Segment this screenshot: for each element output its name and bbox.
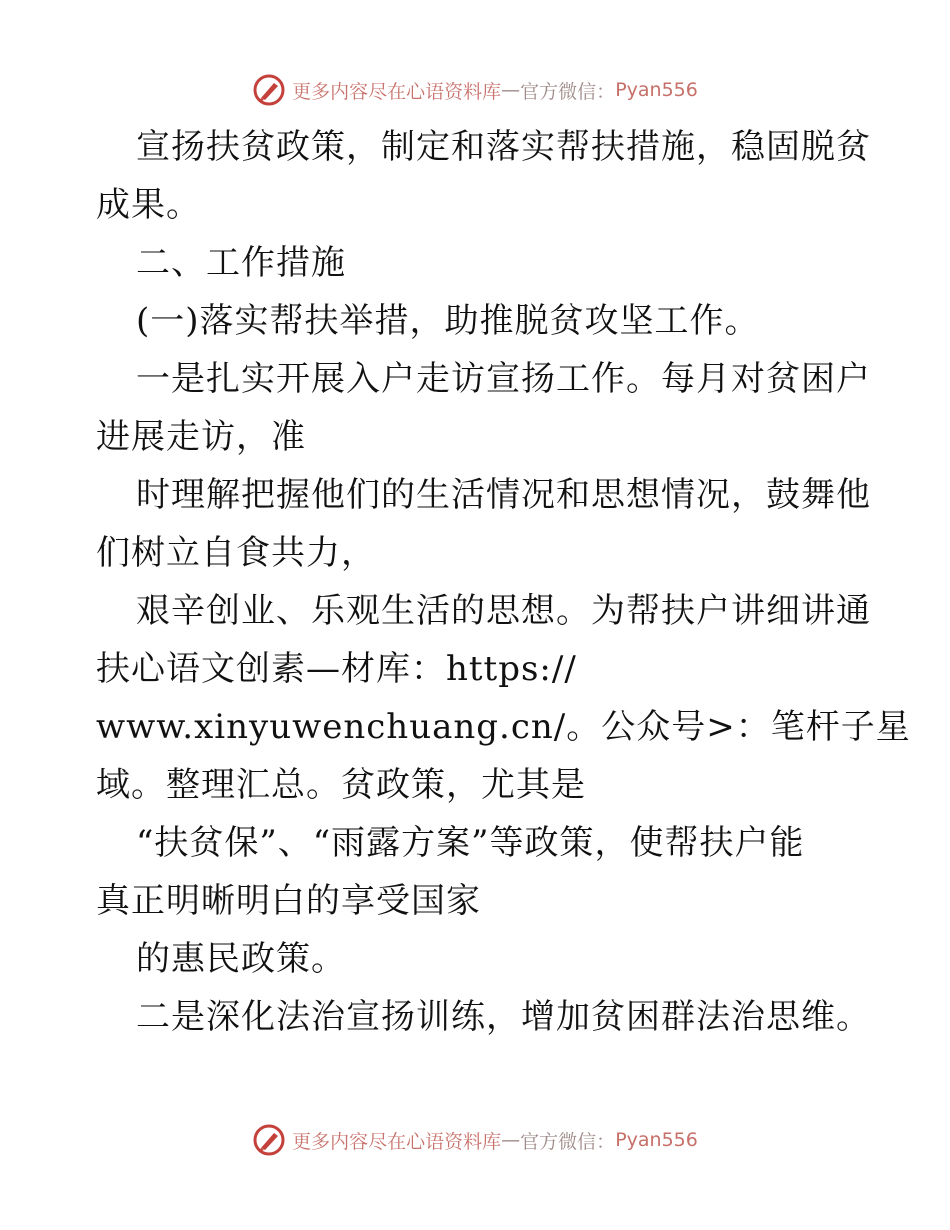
- text-line: 扶心语文创素—材库：https://: [96, 649, 577, 689]
- text-line: 时理解把握他们的生活情况和思想情况，鼓舞他: [136, 475, 871, 515]
- text-line: 二是深化法治宣扬训练，增加贫困群法治思维。: [136, 997, 871, 1037]
- watermark-wechat-id: Pyan556: [615, 1129, 698, 1151]
- text-line: 进展走访，准: [96, 417, 306, 457]
- watermark-sub-text: 官方微信：: [520, 1130, 616, 1153]
- section-heading: [96, 234, 856, 292]
- paragraph: [96, 466, 871, 582]
- text-line: 二、工作措施: [136, 243, 346, 283]
- watermark-dash: —: [501, 1129, 521, 1151]
- pen-logo-icon: [252, 1123, 286, 1157]
- subsection-heading: [96, 292, 856, 350]
- text-line: “扶贫保”、“雨露方案”等政策，使帮扶户能: [136, 823, 805, 863]
- watermark-main-text: 更多内容尽在心语资料库: [292, 80, 502, 103]
- text-line: 成果。: [96, 185, 201, 225]
- paragraph: [96, 350, 871, 466]
- footer-watermark: [0, 1120, 950, 1160]
- text-line: 的惠民政策。: [136, 939, 346, 979]
- paragraph: [96, 582, 911, 814]
- header-watermark: [0, 70, 950, 110]
- paragraph: [96, 118, 871, 234]
- document-body: [96, 118, 911, 1046]
- text-line: 们树立自食共力，: [96, 533, 376, 573]
- pen-logo-icon: [252, 73, 286, 107]
- text-line: (一)落实帮扶举措，助推脱贫攻坚工作。: [136, 301, 760, 341]
- text-line: 真正明晰明白的享受国家: [96, 881, 481, 921]
- text-line: 宣扬扶贫政策，制定和落实帮扶措施，稳固脱贫: [136, 127, 871, 167]
- text-line: 域。整理汇总。贫政策，尤其是: [96, 765, 586, 805]
- watermark-main-text: 更多内容尽在心语资料库: [292, 1130, 502, 1153]
- watermark-sub-text: 官方微信：: [520, 80, 616, 103]
- paragraph: [96, 988, 871, 1046]
- text-line: 一是扎实开展入户走访宣扬工作。每月对贫困户: [136, 359, 871, 399]
- text-line: 艰辛创业、乐观生活的思想。为帮扶户讲细讲通: [136, 591, 871, 631]
- watermark-wechat-id: Pyan556: [615, 79, 698, 101]
- paragraph: [96, 814, 856, 930]
- text-line: www.xinyuwenchuang.cn/。公众号>：笔杆子星: [96, 707, 911, 747]
- paragraph: [96, 930, 856, 988]
- watermark-dash: —: [501, 79, 521, 101]
